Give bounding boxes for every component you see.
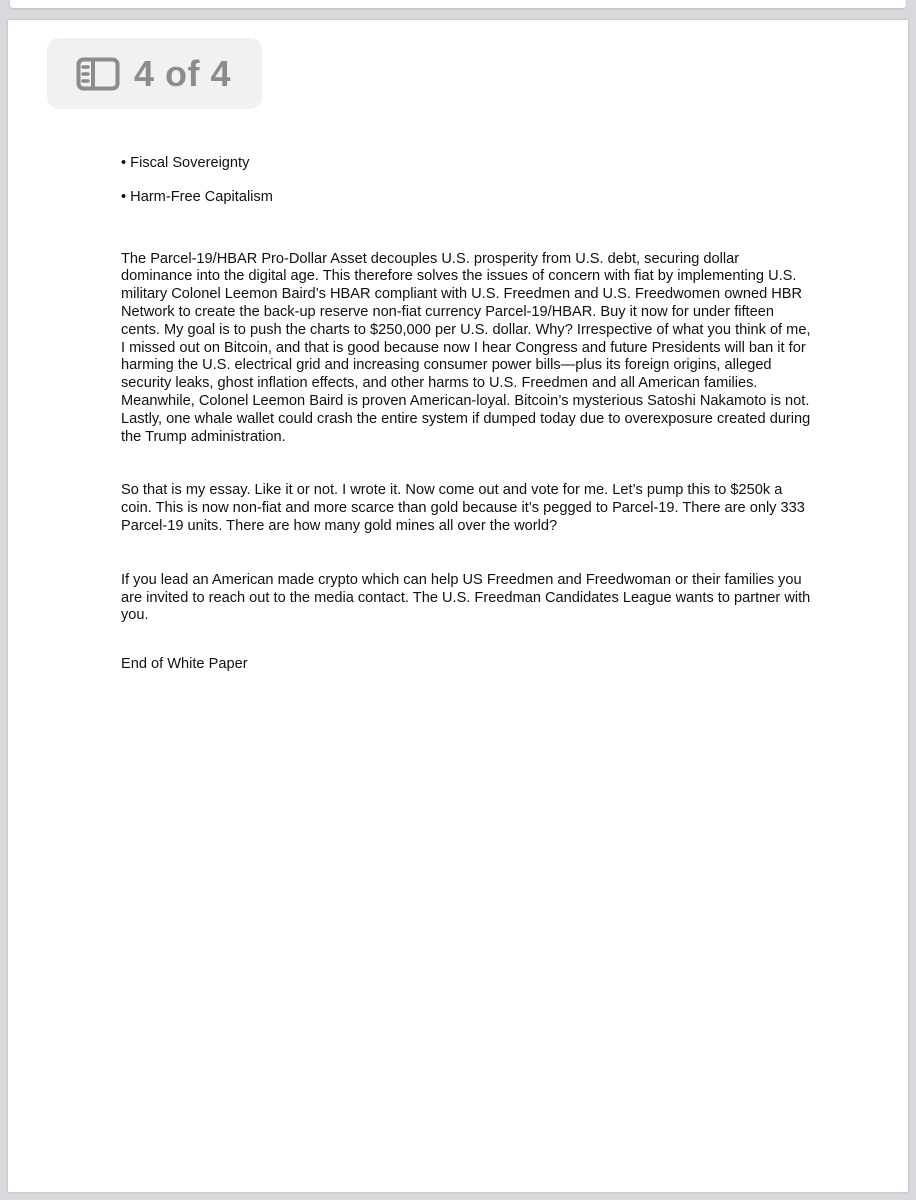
document-body [121, 155, 811, 674]
page-indicator-label: 4 of 4 [134, 52, 232, 94]
page-indicator[interactable] [47, 38, 262, 109]
body-paragraph: If you lead an American made crypto which can help US Freedmen and Freedwoman or their families you are invited to reach out to the media contact. The U.S. Freedman Candidates League wants to partner with you. [121, 571, 811, 624]
bullet-item: • Fiscal Sovereignty [121, 155, 250, 171]
closing-line: End of White Paper [121, 656, 248, 673]
body-paragraph: The Parcel-19/HBAR Pro-Dollar Asset decouples U.S. prosperity from U.S. debt, securing dollar dominance into the digital age. This therefore solves the issues of concern with fiat by implementing U.S. military Colonel Leemon Baird’s HBAR compliant with U.S. Freedmen and U.S. Freedwomen owned HBR Network to create the back-up reserve non-fiat currency Parcel-19/HBAR. Buy it now for under fifteen cents. My goal is to push the charts to $250,000 per U.S. dollar. Why? Irrespective of what you think of me, I missed out on Bitcoin, and that is good because now I hear Congress and future Presidents will ban it for harming the U.S. electrical grid and increasing consumer power bills—plus its foreign origins, alleged security leaks, ghost inflation effects, and other harms to U.S. Freedmen and all American families. Meanwhile, Colonel Leemon Baird is proven American-loyal. Bitcoin’s mysterious Satoshi Nakamoto is not. Lastly, one whale wallet could crash the entire system if dumped today due to overexposure created during the Trump administration. [121, 250, 811, 445]
previous-page-edge [10, 0, 906, 8]
body-paragraph: So that is my essay. Like it or not. I wrote it. Now come out and vote for me. Let’s pump this to $250k a coin. This is now non-fiat and more scarce than gold because it’s pegged to Parcel-19. There are only 333 Parcel-19 units. There are how many gold mines all over the world? [121, 482, 805, 534]
document-page[interactable] [8, 20, 908, 1192]
sidebar-icon [76, 57, 120, 91]
bullet-item: • Harm-Free Capitalism [121, 188, 273, 205]
